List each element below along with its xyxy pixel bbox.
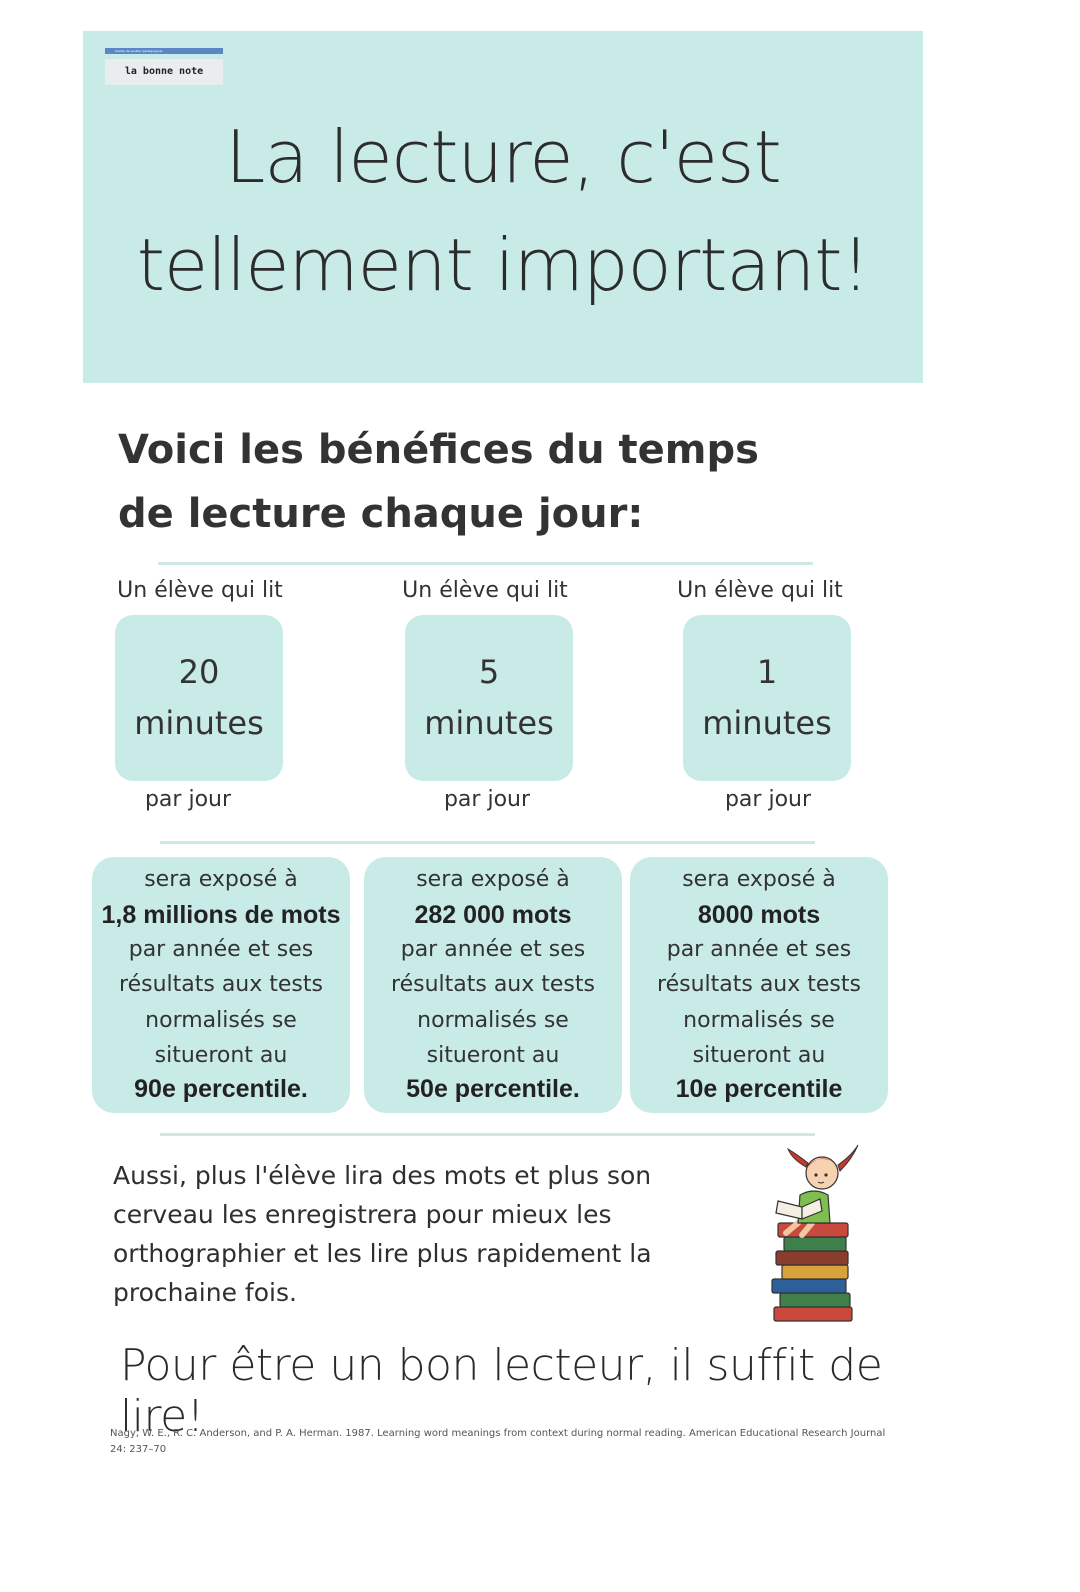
- card-line: résultats aux tests: [119, 972, 323, 997]
- card-line: normalisés se: [683, 1008, 835, 1033]
- slogan: Pour être un bon lecteur, il suffit de lire!: [120, 1340, 883, 1442]
- card-percentile: 50e percentile.: [406, 1075, 580, 1103]
- paragraph-line: cerveau les enregistrera pour mieux les: [113, 1200, 612, 1229]
- logo-name: la bonne note: [105, 59, 223, 85]
- minutes-unit: minutes: [424, 704, 554, 742]
- card-words: 1,8 millions de mots: [101, 901, 341, 929]
- card-line: par année et ses: [666, 937, 852, 962]
- lead-text-2: [335, 578, 635, 603]
- header-banner: [83, 31, 923, 383]
- divider-middle: [160, 841, 815, 844]
- card-line: par année et ses: [400, 937, 586, 962]
- minutes-box-2: [405, 615, 573, 781]
- title-line-1: La lecture, c'est: [225, 115, 781, 199]
- heading-line-2: de lecture chaque jour:: [118, 491, 644, 537]
- minutes-box-3: [683, 615, 851, 781]
- card-line: résultats aux tests: [657, 972, 861, 997]
- lead-text-3: [610, 578, 910, 603]
- divider-bottom: [160, 1133, 815, 1136]
- card-exposed: sera exposé à: [144, 867, 298, 892]
- section-heading: [118, 418, 759, 546]
- title-line-2: tellement important!: [136, 223, 870, 307]
- card-line: normalisés se: [145, 1008, 297, 1033]
- divider-top: [158, 562, 813, 565]
- minutes-unit: minutes: [134, 704, 264, 742]
- heading-line-1: Voici les bénéfices du temps: [118, 427, 759, 473]
- minutes-unit: minutes: [702, 704, 832, 742]
- paragraph-line: orthographier et les lire plus rapidement la: [113, 1239, 652, 1268]
- citation: Nagy, W. E., R. C. Anderson, and P. A. Herman. 1987. Learning word meanings from context during normal reading. American Educational Research Journal 24: 237–70: [110, 1428, 886, 1455]
- card-percentile: 10e percentile: [675, 1075, 843, 1103]
- benefit-card-3: [630, 857, 888, 1113]
- card-line: situeront au: [154, 1043, 288, 1068]
- paragraph-line: Aussi, plus l'élève lira des mots et plus son: [113, 1161, 652, 1190]
- girl-reading-on-books-illustration: [768, 1137, 880, 1337]
- card-line: résultats aux tests: [391, 972, 595, 997]
- per-day-3: par jour: [724, 787, 812, 812]
- card-line: situeront au: [692, 1043, 826, 1068]
- per-day-2: par jour: [443, 787, 531, 812]
- card-percentile: 90e percentile.: [134, 1075, 308, 1103]
- lead-label: Un élève qui lit: [677, 578, 843, 603]
- minutes-number: 1: [756, 653, 778, 691]
- card-words: 8000 mots: [697, 901, 821, 929]
- minutes-box-1: [115, 615, 283, 781]
- card-line: situeront au: [426, 1043, 560, 1068]
- card-line: par année et ses: [128, 937, 314, 962]
- card-words: 282 000 mots: [414, 901, 572, 929]
- paragraph-line: prochaine fois.: [113, 1278, 297, 1307]
- benefit-card-2: [364, 857, 622, 1113]
- page-title: [83, 103, 923, 319]
- benefit-card-1: [92, 857, 350, 1113]
- card-line: normalisés se: [417, 1008, 569, 1033]
- lead-text-1: [50, 578, 350, 603]
- minutes-number: 5: [478, 653, 500, 691]
- logo: [105, 48, 223, 85]
- lead-label: Un élève qui lit: [402, 578, 568, 603]
- per-day-1: par jour: [144, 787, 232, 812]
- card-exposed: sera exposé à: [682, 867, 836, 892]
- logo-subtitle: Centre de soutien pédagogique: [105, 48, 223, 54]
- minutes-number: 20: [178, 653, 220, 691]
- closing-paragraph: [113, 1156, 753, 1312]
- lead-label: Un élève qui lit: [117, 578, 283, 603]
- card-exposed: sera exposé à: [416, 867, 570, 892]
